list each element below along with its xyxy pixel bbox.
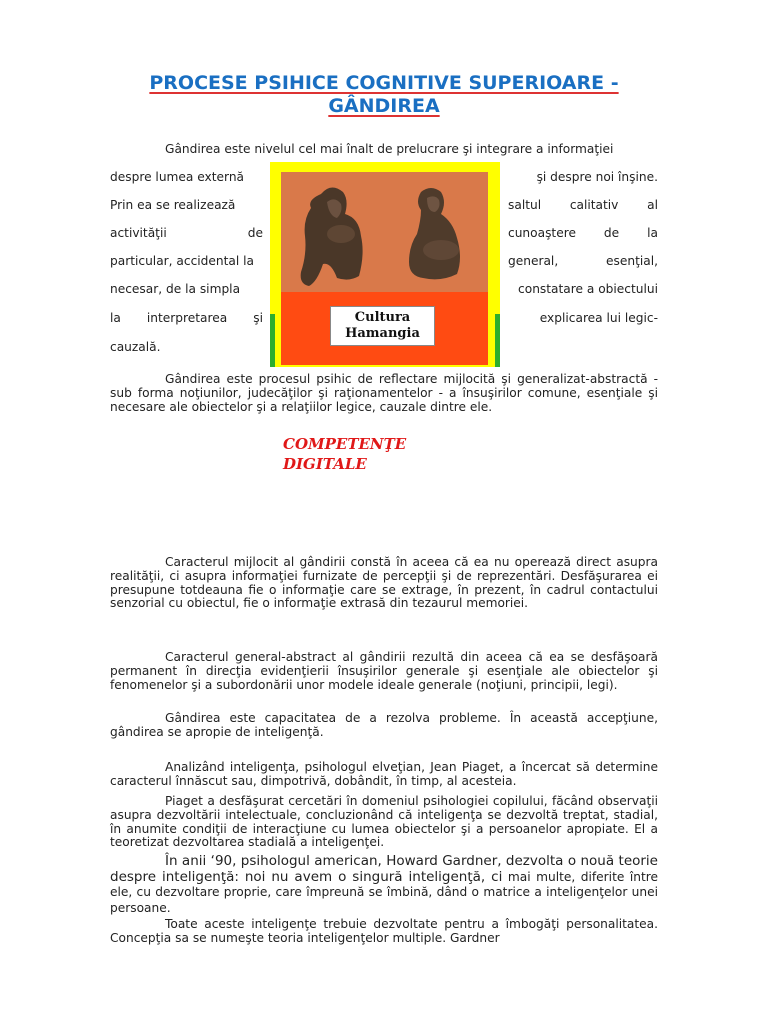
intro-left: particular, accidental la: [110, 254, 254, 268]
intro-right: general,: [508, 254, 559, 268]
paragraph-text: Piaget a desfăşurat cercetări în domeniul psihologiei copilului, făcând observaţii asupra dezvoltării intelectuale, concluzionând că inteligenţa se dezvoltă treptat, stadial, în anumite condiţii de interacţiune cu lumea obiectelor şi a persoanelor apropiate. El a teoretizat dezvoltarea stadială a inteligenţei.: [110, 794, 658, 850]
intro-left: Prin ea se realizează: [110, 198, 236, 212]
paragraph: [110, 795, 658, 850]
figure-panel: [281, 172, 488, 365]
paragraph-text: Gândirea este procesul psihic de reflectare mijlocită şi generalizat-abstractă - sub forma noţiunilor, judecăţilor şi raţionamentelor - a însuşirilor comune, esenţiale şi necesare ale obiectelor şi a relaţiilor legice, cauzale dintre ele.: [110, 372, 658, 414]
intro-right: constatare a obiectului: [518, 282, 658, 296]
paragraph-text: mai multe, diferite între ele, cu dezvoltare proprie, care împreună se îmbină, dând o matrice a inteligenţelor unei persoane.: [110, 869, 659, 915]
intro-left: de: [247, 226, 263, 240]
paragraph: [110, 761, 658, 789]
statuettes-illustration: [281, 172, 488, 292]
intro-right: cunoaştere: [508, 226, 576, 240]
intro-right: al: [647, 198, 658, 212]
caption-line: Cultura: [354, 310, 411, 325]
paragraph: [110, 556, 658, 611]
paragraph: [110, 373, 658, 414]
page-title: PROCESE PSIHICE COGNITIVE SUPERIOARE - GÂNDIREA: [149, 72, 619, 117]
figure-accent: [270, 314, 275, 367]
heading-line: DIGITALE: [283, 455, 367, 473]
intro-left: despre lumea externă: [110, 170, 245, 184]
intro-right: de: [603, 226, 620, 240]
paragraph-text: Toate aceste inteligenţe trebuie dezvoltate pentru a îmbogăţi personalitatea. Concepţia sa se numeşte teoria inteligenţelor multiple. Gardner: [110, 917, 658, 945]
intro-left: şi: [253, 311, 263, 325]
statuettes-photo: [281, 172, 488, 292]
intro-first-line: [165, 142, 658, 156]
figure-accent: [495, 314, 500, 367]
intro-right: esenţial,: [606, 254, 658, 268]
intro-right: la: [647, 226, 658, 240]
intro-right: saltul: [508, 198, 542, 212]
paragraph: [110, 712, 658, 740]
intro-text: Gândirea este nivelul cel mai înalt de prelucrare şi integrare a informaţiei: [165, 142, 614, 156]
heading-line: COMPETENŢE: [283, 435, 407, 453]
paragraph-text: Caracterul general-abstract al gândirii rezultă din aceea că ea se desfăşoară permanent în direcţia evidenţierii însuşirilor generale şi esenţiale ale obiectelor şi fenomenelor şi a subordonării unor modele ideale generale (noţiuni, principii, legi).: [110, 650, 658, 692]
figure-caption: [330, 306, 435, 346]
intro-right: calitativ: [569, 198, 619, 212]
intro-left: la: [110, 311, 121, 325]
caption-line: Hamangia: [345, 326, 420, 341]
paragraph-text: Analizând inteligenţa, psihologul elveţian, Jean Piaget, a încercat să determine caracterul înnăscut sau, dimpotrivă, dobândit, în timp, al acesteia.: [110, 760, 658, 788]
hamangia-figure: [270, 162, 500, 367]
intro-right: şi despre noi înşine.: [536, 170, 658, 184]
competente-digitale-heading: [283, 434, 443, 474]
intro-left: necesar, de la simpla: [110, 282, 241, 296]
paragraph-text: În anii ‘90, psihologul american, Howard Gardner, dezvolta o nouă teorie despre inteligenţă: noi nu avem o singură inteligenţă, ci: [110, 853, 658, 885]
paragraph: [110, 918, 658, 946]
intro-left: activităţii: [110, 226, 167, 240]
paragraph-text: Gândirea este capacitatea de a rezolva probleme. În această accepţiune, gândirea se apropie de inteligenţă.: [110, 711, 658, 739]
intro-right: explicarea lui legic-: [539, 311, 658, 325]
intro-last: cauzală.: [110, 340, 161, 354]
paragraph: [110, 651, 658, 692]
paragraph-text: Caracterul mijlocit al gândirii constă în aceea că ea nu operează direct asupra realităţii, ci asupra informaţiei furnizate de percepţii şi de reprezentări. Desfăşurarea ei presupune totdeauna fie o informaţie care se extrage, în prezent, în cadrul contactului senzorial cu obiectul, fie o informaţie extrasă din tezaurul memoriei.: [110, 555, 658, 611]
paragraph: [110, 854, 658, 916]
intro-left: interpretarea: [146, 311, 228, 325]
